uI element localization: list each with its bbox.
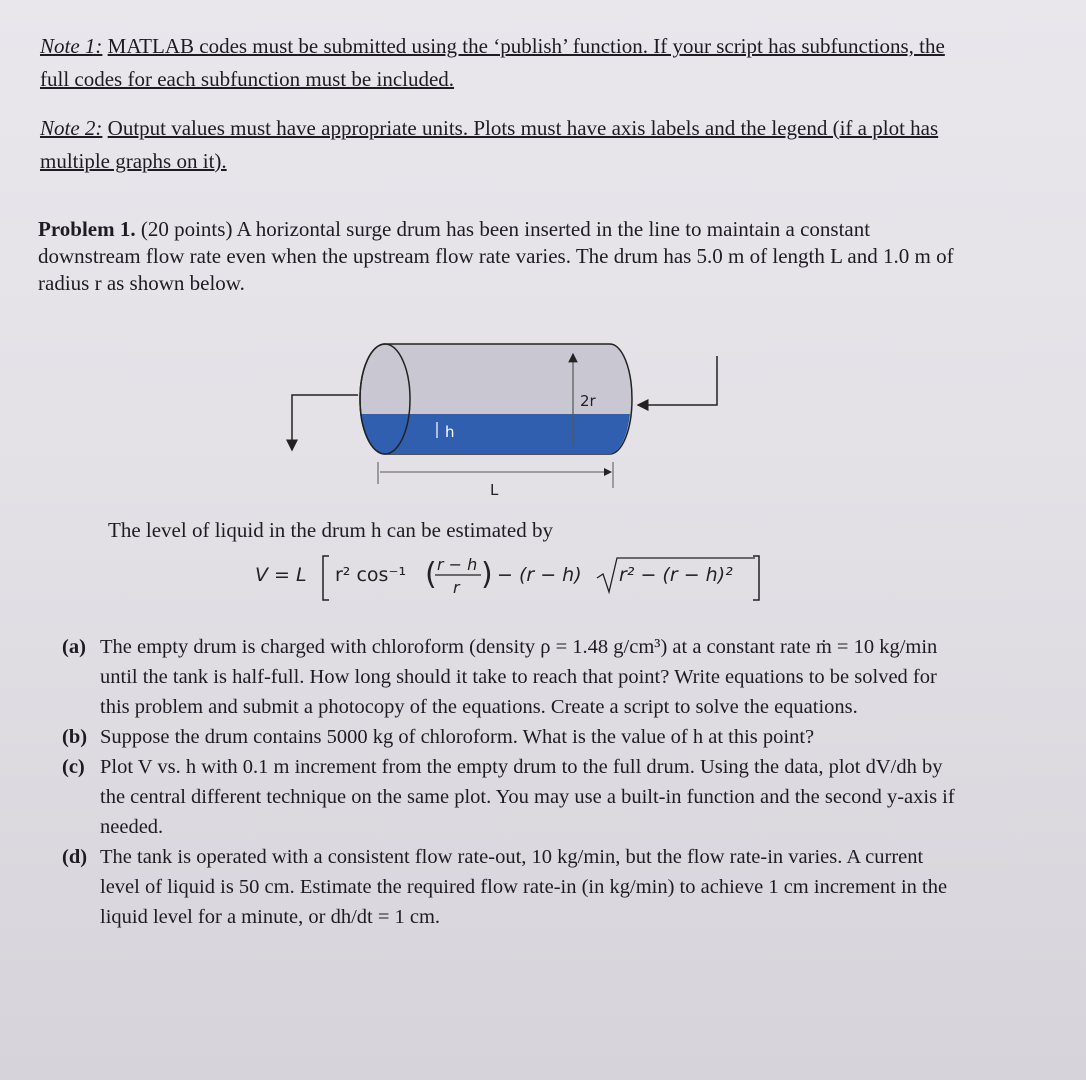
question-b <box>62 722 957 752</box>
formula-caption: The level of liquid in the drum h can be estimated by <box>108 518 553 542</box>
surge-drum-diagram <box>280 338 740 498</box>
formula-part2: − (r − h) <box>497 564 582 586</box>
note-2-text: Output values must have appropriate units. Plots must have axis labels and the legend (if a plot has multiple graphs on it). <box>40 116 939 173</box>
inlet-pipe <box>638 356 717 405</box>
formula-lhs: V = L <box>255 564 307 586</box>
formula-frac-num: r − h <box>437 555 478 574</box>
note-2-label: Note 2: <box>40 116 103 140</box>
question-tag: (d) <box>62 846 88 868</box>
question-text: Plot V vs. h with 0.1 m increment from the empty drum to the full drum. Using the data, plot dV/dh by the central different technique on the same plot. You may use a built-in function and the second y-axis if needed. <box>100 756 955 838</box>
problem-points: (20 points) <box>140 217 233 241</box>
label-L: L <box>490 481 499 498</box>
label-2r: 2r <box>580 392 596 410</box>
problem-title: Problem 1. <box>38 217 136 241</box>
question-text: Suppose the drum contains 5000 kg of chloroform. What is the value of h at this point? <box>100 726 815 748</box>
svg-text:(: ( <box>425 557 437 592</box>
problem-intro <box>38 216 963 297</box>
volume-formula <box>255 548 765 608</box>
note-1-text: MATLAB codes must be submitted using the ‘publish’ function. If your script has subfunctions, the full codes for each subfunction must be included. <box>40 34 945 91</box>
svg-text:): ) <box>481 557 493 592</box>
question-c <box>62 752 957 842</box>
question-a <box>62 632 957 722</box>
question-text: The tank is operated with a consistent flow rate-out, 10 kg/min, but the flow rate-in varies. A current level of liquid is 50 cm. Estimate the required flow rate-in (in kg/min) to achieve 1 cm increment in the liquid level for a minute, or dh/dt = 1 cm. <box>100 846 948 928</box>
formula-sqrt: r² − (r − h)² <box>619 564 733 586</box>
question-tag: (a) <box>62 636 86 658</box>
drum-liquid <box>360 414 630 454</box>
note-2 <box>40 112 965 178</box>
question-d <box>62 842 957 932</box>
problem-text: A horizontal surge drum has been inserted in the line to maintain a constant downstream flow rate even when the upstream flow rate varies. The drum has 5.0 m of length L and 1.0 m of radius r as shown below. <box>38 217 954 295</box>
outlet-pipe <box>292 395 358 450</box>
question-text: The empty drum is charged with chloroform (density ρ = 1.48 g/cm³) at a constant rate ṁ = 10 kg/min until the tank is half-full. How long should it take to reach that point? Write equations to be solved for this problem and submit a photocopy of the equations. Create a script to solve the equations. <box>100 636 938 718</box>
question-tag: (c) <box>62 756 85 778</box>
note-1-label: Note 1: <box>40 34 103 58</box>
note-1 <box>40 30 965 96</box>
formula-frac-den: r <box>453 578 460 597</box>
question-tag: (b) <box>62 726 88 748</box>
formula-part1: r² cos⁻¹ <box>335 564 407 586</box>
question-list <box>62 632 957 932</box>
label-h: h <box>445 423 455 441</box>
